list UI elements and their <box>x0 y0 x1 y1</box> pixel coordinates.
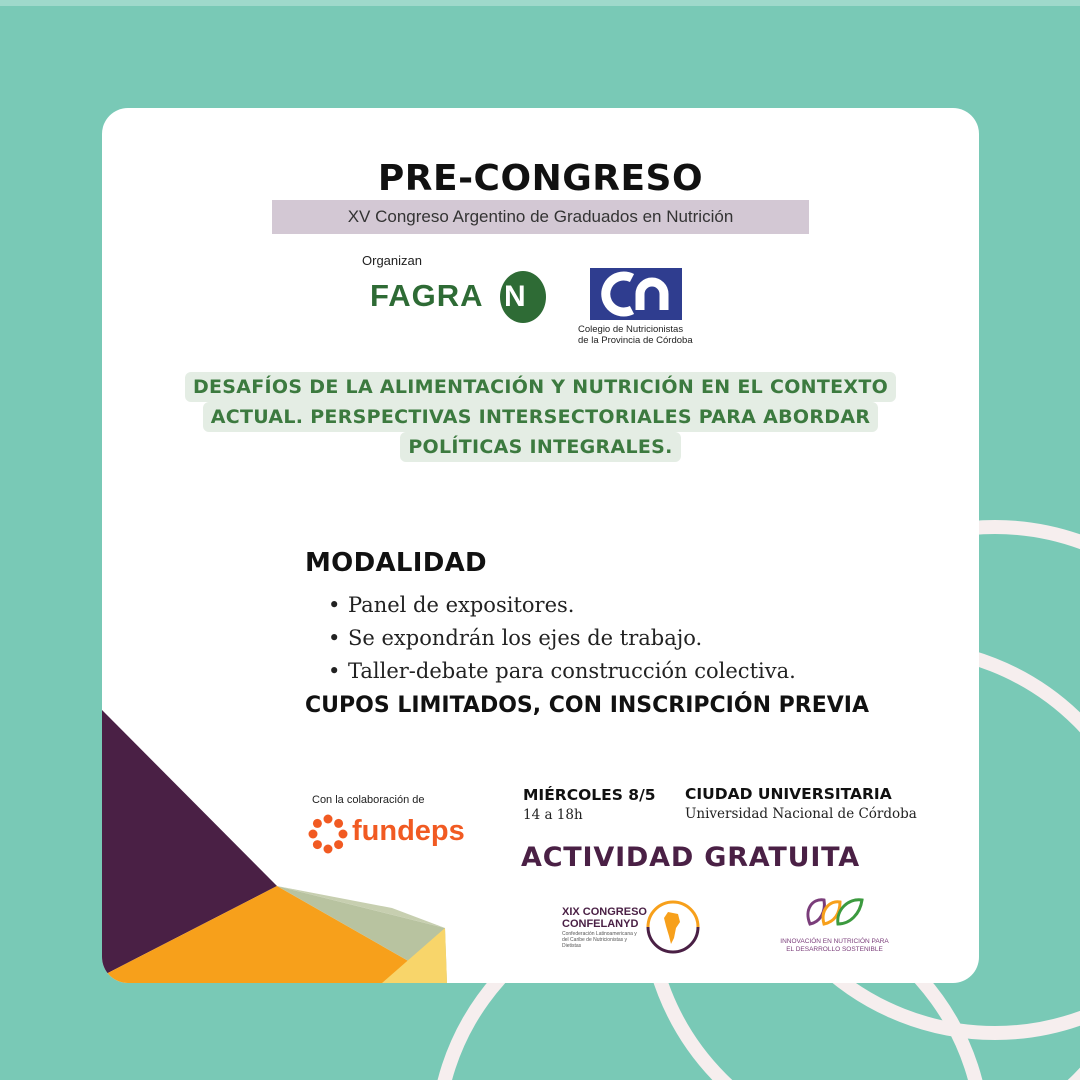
modalidad-list <box>328 589 796 688</box>
confelanyd-line1: XIX CONGRESO <box>562 906 647 918</box>
colegio-logo-icon <box>590 268 682 320</box>
flyer-card <box>102 108 979 983</box>
organizers-label: Organizan <box>362 253 422 268</box>
fagran-logo-text: FAGRA <box>370 278 484 313</box>
page-title: PRE-CONGRESO <box>377 158 704 199</box>
innovacion-logo-caption <box>772 938 897 954</box>
confelanyd-globe-icon <box>644 898 702 956</box>
colegio-logo-caption <box>578 324 693 346</box>
fagran-logo <box>370 271 546 323</box>
registration-note: CUPOS LIMITADOS, CON INSCRIPCIÓN PREVIA <box>305 693 869 718</box>
free-activity-banner: ACTIVIDAD GRATUITA <box>521 842 860 873</box>
theme-line-3: POLÍTICAS INTEGRALES. <box>400 432 680 462</box>
confelanyd-line3: Confederación Latinoamericana y del Caribe de Nutricionistas y Dietistas <box>562 931 637 949</box>
innovacion-logo <box>772 890 902 960</box>
theme-line-1: DESAFÍOS DE LA ALIMENTACIÓN Y NUTRICIÓN EN EL CONTEXTO <box>185 372 896 402</box>
innovacion-line1: INNOVACIÓN EN NUTRICIÓN PARA <box>780 938 889 945</box>
fundeps-logo <box>307 811 477 857</box>
list-item: • Taller-debate para construcción colectiva. <box>328 655 796 688</box>
confelanyd-logo <box>562 896 702 958</box>
event-place: CIUDAD UNIVERSITARIA <box>685 785 892 803</box>
event-venue: Universidad Nacional de Córdoba <box>685 806 917 822</box>
colegio-caption-line1: Colegio de Nutricionistas <box>578 324 684 335</box>
list-item: • Panel de expositores. <box>328 589 796 622</box>
colegio-caption-line2: de la Provincia de Córdoba <box>578 335 693 346</box>
collaboration-label: Con la colaboración de <box>312 794 425 806</box>
innovacion-line2: EL DESARROLLO SOSTENIBLE <box>786 946 883 953</box>
fundeps-logo-text: fundeps <box>352 815 465 847</box>
theme-line-2: ACTUAL. PERSPECTIVAS INTERSECTORIALES PARA ABORDAR <box>203 402 879 432</box>
leaves-icon <box>802 890 866 934</box>
confelanyd-line2: CONFELANYD <box>562 918 639 930</box>
list-item: • Se expondrán los ejes de trabajo. <box>328 622 796 655</box>
top-stripe <box>0 0 1080 6</box>
event-theme <box>132 372 949 462</box>
congress-subtitle: XV Congreso Argentino de Graduados en Nutrición <box>272 200 809 234</box>
fundeps-flower-icon <box>307 813 349 855</box>
event-date: MIÉRCOLES 8/5 <box>523 786 656 804</box>
modalidad-heading: MODALIDAD <box>305 548 487 578</box>
event-time: 14 a 18h <box>523 807 583 823</box>
fagran-logo-badge: N <box>500 271 546 323</box>
